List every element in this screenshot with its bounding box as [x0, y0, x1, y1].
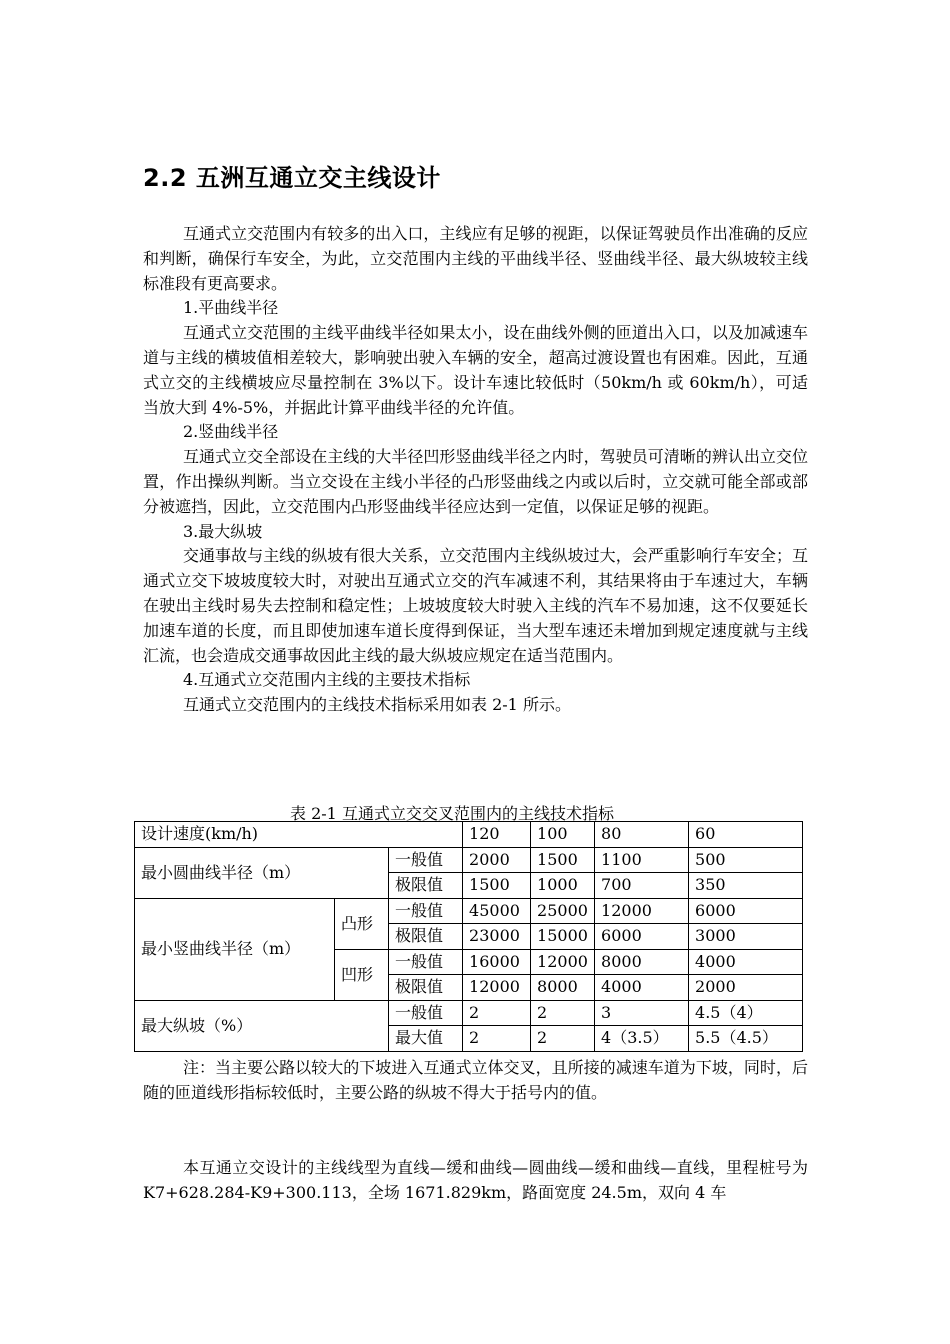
- table-cell: 8000: [531, 975, 595, 1001]
- table-cell: 3: [595, 1000, 689, 1026]
- closing-paragraph: 本互通立交设计的主线线型为直线—缓和曲线—圆曲线—缓和曲线—直线，里程桩号为 K7+628.284-K9+300.113，全场 1671.829km，路面宽度 24.5m，双向 4 车: [143, 1158, 808, 1202]
- table-caption: 表 2-1 互通式立交交叉范围内的主线技术指标: [290, 804, 614, 823]
- table-cell: 4000: [689, 949, 803, 975]
- subsection-title-2: 2.竖曲线半径: [183, 422, 279, 442]
- note-paragraph: 注：当主要公路以较大的下坡进入互通式立体交叉，且所接的减速车道为下坡，同时，后随的匝道线形指标较低时，主要公路的纵坡不得大于括号内的值。: [143, 1058, 808, 1102]
- table-cell: 1500: [531, 847, 595, 873]
- table-cell: 2: [531, 1026, 595, 1052]
- table-cell: 350: [689, 873, 803, 899]
- table-cell: 4000: [595, 975, 689, 1001]
- table-cell: 2: [531, 1000, 595, 1026]
- table-cell: 12000: [463, 975, 531, 1001]
- table-cell: 23000: [463, 924, 531, 950]
- subsection-text-3: 交通事故与主线的纵坡有很大关系，立交范围内主线纵坡过大，会严重影响行车安全；互通式立交下坡坡度较大时，对驶出互通式立交的汽车减速不利，其结果将由于车速过大，车辆在驶出主线时易失去控制和稳定性；上坡坡度较大时驶入主线的汽车不易加速，这不仅要延长加速车道的长度，而且即使加速车道长度得到保证，当大型车速还未增加到规定速度就与主线汇流，也会造成交通事故因此主线的最大纵坡应规定在适当范围内。: [143, 546, 808, 665]
- subsection-text-4: 互通式立交范围内的主线技术指标采用如表 2-1 所示。: [183, 695, 571, 715]
- table-cell: 4.5（4）: [689, 1000, 803, 1026]
- table-cell: 1100: [595, 847, 689, 873]
- table-cell: 2000: [689, 975, 803, 1001]
- table-cell: 一般值: [389, 949, 463, 975]
- table-cell: 1000: [531, 873, 595, 899]
- subsection-text-2: 互通式立交全部设在主线的大半径凹形竖曲线半径之内时，驾驶员可清晰的辨认出立交位置，作出操纵判断。当立交设在主线小半径的凸形竖曲线之内或以后时，立交就可能全部或部分被遮挡，因此，立交范围内凸形竖曲线半径应达到一定值，以保证足够的视距。: [143, 447, 808, 516]
- table-cell: 2: [463, 1000, 531, 1026]
- table-cell: 1500: [463, 873, 531, 899]
- spec-table: [134, 821, 803, 1052]
- table-cell: 一般值: [389, 898, 463, 924]
- table-cell: 16000: [463, 949, 531, 975]
- table-cell: 700: [595, 873, 689, 899]
- table-cell: 6000: [595, 924, 689, 950]
- subsection-title-3: 3.最大纵坡: [183, 521, 263, 541]
- subsection-text-1: 互通式立交范围的主线平曲线半径如果太小，设在曲线外侧的匝道出入口，以及加减速车道与主线的横坡值相差较大，影响驶出驶入车辆的安全，超高过渡设置也有困难。因此，互通式立交的主线横坡应尽量控制在 3%以下。设计车速比较低时（50km/h 或 60km/h），可适当放大到 4%-5%，并据此计算平曲线半径的允许值。: [143, 323, 808, 417]
- table-cell: 80: [595, 822, 689, 848]
- table-cell: 12000: [531, 949, 595, 975]
- table-cell: 120: [463, 822, 531, 848]
- table-cell: 极限值: [389, 924, 463, 950]
- subsection-title-4: 4.互通式立交范围内主线的主要技术指标: [183, 670, 471, 690]
- table-cell: 最大值: [389, 1026, 463, 1052]
- subsection-title-1: 1.平曲线半径: [183, 298, 279, 318]
- table-cell: 45000: [463, 898, 531, 924]
- table-cell: 极限值: [389, 975, 463, 1001]
- table-cell: 8000: [595, 949, 689, 975]
- section-heading: 2.2 五洲互通立交主线设计: [143, 164, 441, 192]
- table-row: [135, 847, 803, 873]
- table-cell: 极限值: [389, 873, 463, 899]
- table-cell: 12000: [595, 898, 689, 924]
- table-cell: 一般值: [389, 1000, 463, 1026]
- table-row: [135, 1000, 803, 1026]
- table-cell: 25000: [531, 898, 595, 924]
- table-cell: 一般值: [389, 847, 463, 873]
- table-cell: 6000: [689, 898, 803, 924]
- table-cell: 凹形: [335, 949, 389, 1000]
- body-text: [143, 222, 808, 718]
- table-row: [135, 898, 803, 924]
- table-cell: 最大纵坡（%）: [135, 1000, 389, 1051]
- table-cell: 最小圆曲线半径（m）: [135, 847, 389, 898]
- table-cell: 最小竖曲线半径（m）: [135, 898, 335, 1000]
- table-cell: 2: [463, 1026, 531, 1052]
- table-note: [143, 1055, 808, 1105]
- table-cell: 15000: [531, 924, 595, 950]
- closing-text: [143, 1155, 808, 1205]
- table-cell: 500: [689, 847, 803, 873]
- intro-paragraph: 互通式立交范围内有较多的出入口，主线应有足够的视距，以保证驾驶员作出准确的反应和判断，确保行车安全，为此，立交范围内主线的平曲线半径、竖曲线半径、最大纵坡较主线标准段有更高要求。: [143, 224, 808, 293]
- table-cell: 100: [531, 822, 595, 848]
- table-cell: 2000: [463, 847, 531, 873]
- table-cell: 60: [689, 822, 803, 848]
- table-cell: 设计速度(km/h): [135, 822, 463, 848]
- table-row: [135, 822, 803, 848]
- table-cell: 3000: [689, 924, 803, 950]
- table-cell: 凸形: [335, 898, 389, 949]
- table-cell: 5.5（4.5）: [689, 1026, 803, 1052]
- table-cell: 4（3.5）: [595, 1026, 689, 1052]
